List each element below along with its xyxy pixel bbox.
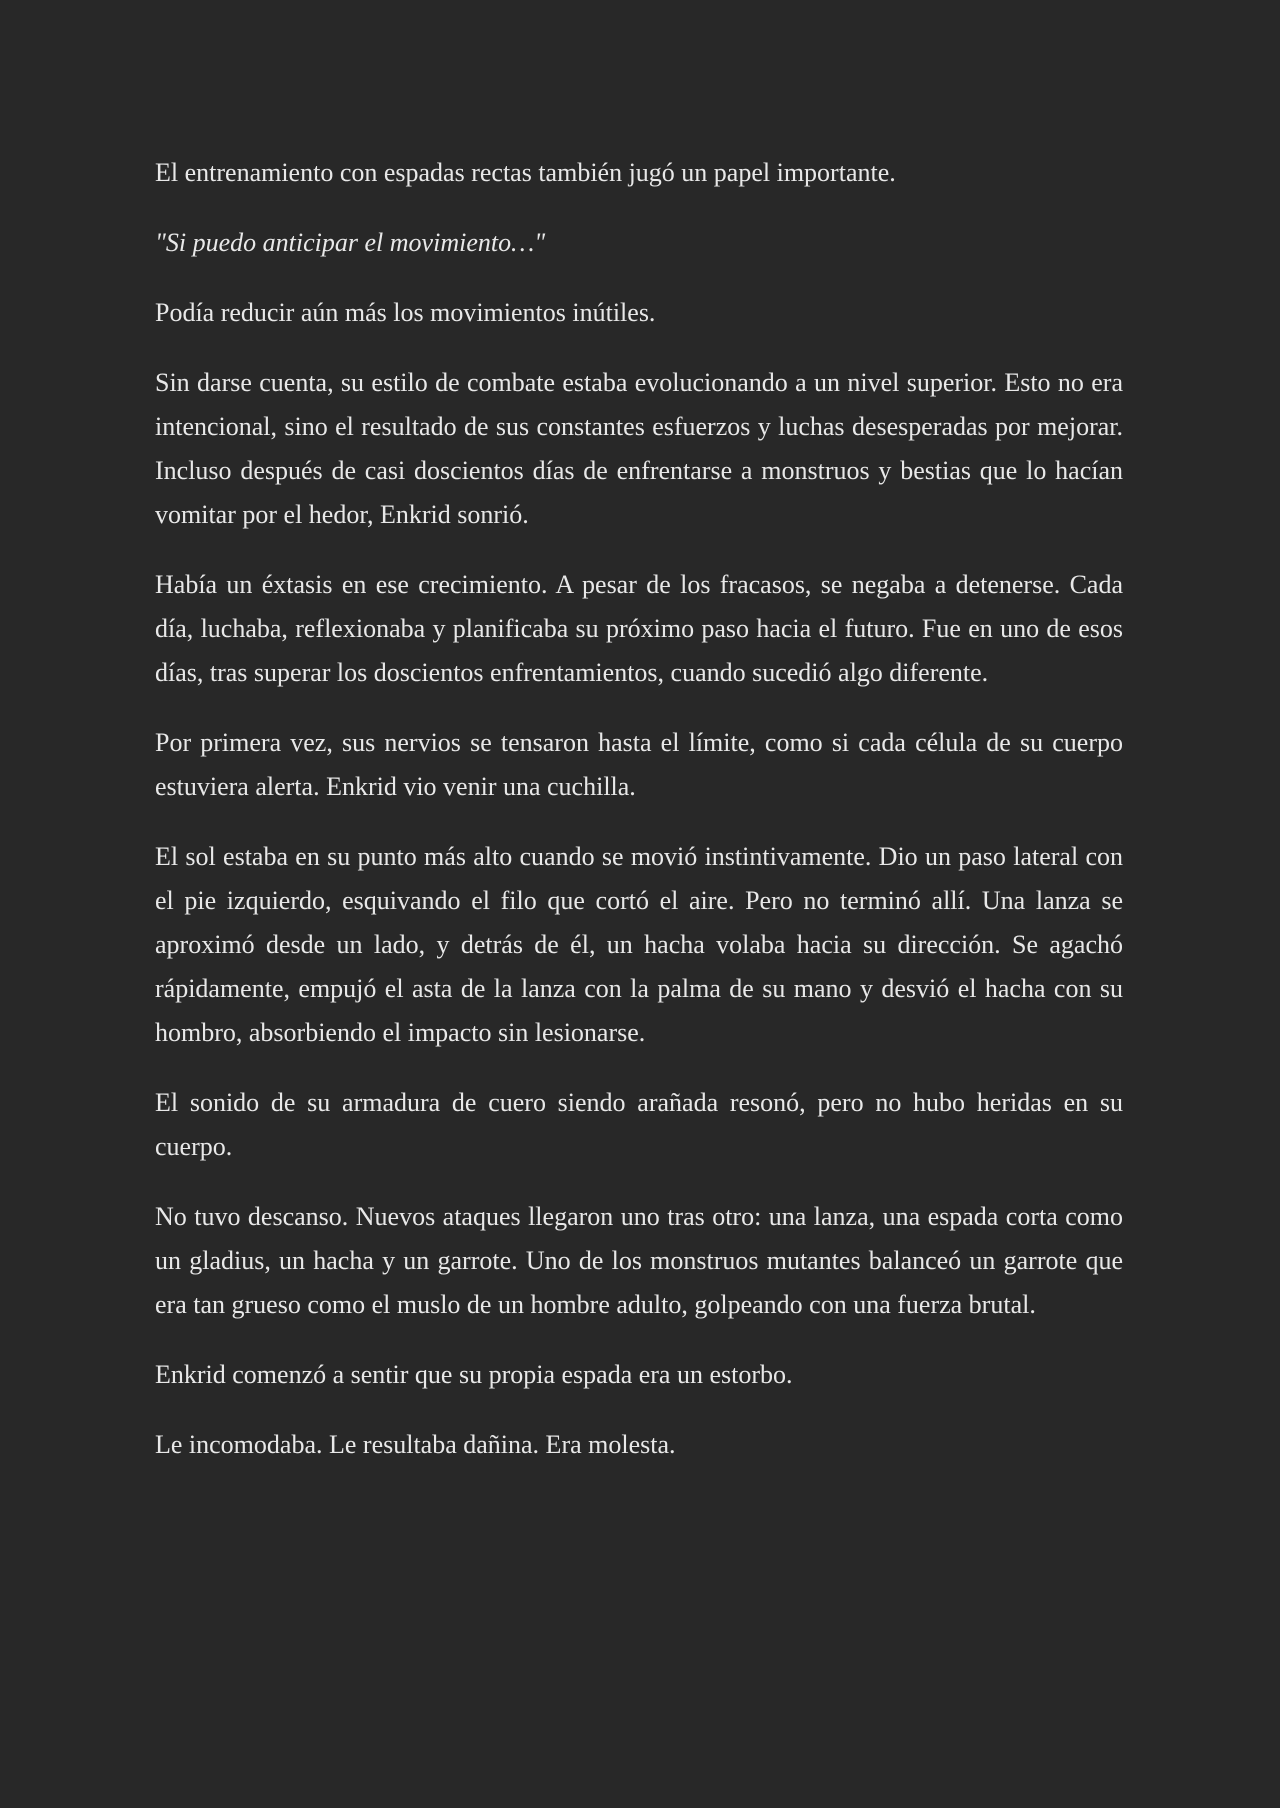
paragraph: El entrenamiento con espadas rectas también jugó un papel importante. — [155, 158, 896, 187]
paragraph: No tuvo descanso. Nuevos ataques llegaron uno tras otro: una lanza, una espada corta como un gladius, un hacha y un garrote. Uno de los monstruos mutantes balanceó un garrote que era tan grueso como el muslo de un hombre adulto, golpeando con una fuerza brutal. — [155, 1202, 1123, 1319]
paragraph: Le incomodaba. Le resultaba dañina. Era molesta. — [155, 1430, 676, 1459]
chapter-text — [155, 151, 1123, 1493]
paragraph: Podía reducir aún más los movimientos inútiles. — [155, 298, 656, 327]
paragraph: Sin darse cuenta, su estilo de combate estaba evolucionando a un nivel superior. Esto no era intencional, sino el resultado de sus constantes esfuerzos y luchas desesperadas por mejorar. Incluso después de casi doscientos días de enfrentarse a monstruos y bestias que lo hacían vomitar por el hedor, Enkrid sonrió. — [155, 368, 1123, 529]
paragraph: Había un éxtasis en ese crecimiento. A pesar de los fracasos, se negaba a detenerse. Cada día, luchaba, reflexionaba y planificaba su próximo paso hacia el futuro. Fue en uno de esos días, tras superar los doscientos enfrentamientos, cuando sucedió algo diferente. — [155, 570, 1123, 687]
paragraph: El sol estaba en su punto más alto cuando se movió instintivamente. Dio un paso lateral con el pie izquierdo, esquivando el filo que cortó el aire. Pero no terminó allí. Una lanza se aproximó desde un lado, y detrás de él, un hacha volaba hacia su dirección. Se agachó rápidamente, empujó el asta de la lanza con la palma de su mano y desvió el hacha con su hombro, absorbiendo el impacto sin lesionarse. — [155, 842, 1123, 1047]
paragraph-thought: "Si puedo anticipar el movimiento…" — [155, 228, 546, 257]
paragraph: Por primera vez, sus nervios se tensaron hasta el límite, como si cada célula de su cuerpo estuviera alerta. Enkrid vio venir una cuchilla. — [155, 728, 1123, 801]
paragraph: Enkrid comenzó a sentir que su propia espada era un estorbo. — [155, 1360, 793, 1389]
paragraph: El sonido de su armadura de cuero siendo arañada resonó, pero no hubo heridas en su cuerpo. — [155, 1088, 1123, 1161]
